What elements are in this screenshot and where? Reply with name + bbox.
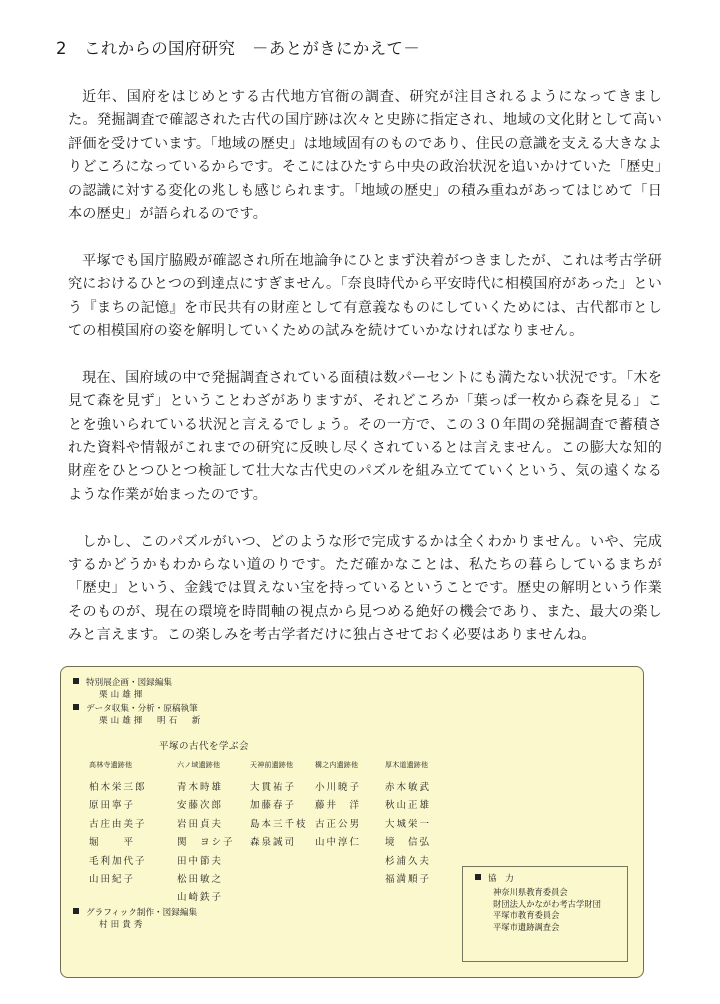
member-name: 島本三千枝: [250, 818, 308, 830]
member-name: 柏木栄三郎: [89, 782, 147, 793]
column-site: 天神前遺跡他: [250, 761, 294, 769]
member-name: 福満順子: [385, 874, 432, 886]
square-bullet-icon: [73, 678, 79, 684]
column-site: 厚木道遺跡他: [385, 761, 429, 769]
member-name: 松田敏之: [177, 874, 224, 886]
paragraph: しかし、このパズルがいつ、どのような形で完成するかは全くわかりません。いや、完成するかどうかもわからない道のりです。ただ確かなことは、私たちの暮らしているまちが「歴史」という、金銭では買えない宝を持っているということです。歴史の解明という作業そのものが、現在の環境を時間軸の視点から見つめる絶好の機会であり、また、最大の楽しみと言えます。この楽しみを考古学者だけに独占させておく必要はありませんね。: [68, 533, 662, 644]
member-name: 境 信弘: [385, 837, 432, 849]
column-site: 構之内遺跡他: [315, 761, 359, 769]
credit-planning: [73, 678, 172, 701]
credit-names: 栗山雄揮: [99, 689, 146, 700]
cooperation-title: 協 力: [488, 874, 514, 884]
paragraph: 近年、国府をはじめとする古代地方官衙の調査、研究が注目されるようになってきました。発掘調査で確認された古代の国庁跡は次々と史跡に指定され、地域の文化財として高い評価を受けています。「地域の歴史」は地域固有のものであり、住民の意識を支える大きなよりどころになっているからです。そこにはひたすら中央の政治状況を追いかけていた「歴史」の認識に対する変化の兆しも感じられます。「地域の歴史」の積み重ねがあってはじめて「日本の歴史」が語られるのです。: [68, 89, 662, 223]
member-name: 田中節夫: [177, 855, 224, 867]
member-name: 山中淳仁: [315, 837, 362, 849]
member-name: 毛利加代子: [89, 855, 147, 867]
member-name: 杉浦久夫: [385, 855, 432, 867]
member-column: [385, 760, 471, 889]
column-site: 高林寺遺跡他: [89, 761, 133, 769]
credit-data: [73, 704, 203, 727]
square-bullet-icon: [475, 874, 481, 880]
column-site: 六ノ域遺跡他: [177, 761, 221, 769]
member-name: 安藤次郎: [177, 800, 224, 812]
section-number: 2: [56, 39, 67, 58]
square-bullet-icon: [73, 704, 79, 710]
cooperation-box: [462, 866, 628, 962]
member-name: 山崎鉄子: [177, 892, 224, 904]
credit-role: データ収集・分析・原稿執筆: [86, 704, 198, 714]
member-name: 古庄由美子: [89, 818, 147, 830]
member-name: 大貫祐子: [250, 782, 297, 793]
cooperation-org: 財団法人かながわ考古学財団: [493, 898, 601, 909]
member-name: 加藤春子: [250, 800, 297, 812]
credit-graphics: [73, 908, 197, 931]
member-name: 大城栄一: [385, 818, 432, 830]
member-name: 青木時雄: [177, 782, 224, 793]
paragraph: 現在、国府域の中で発掘調査されている面積は数パーセントにも満たない状況です。「木を見て森を見ず」ということわざがありますが、それどころか「葉っぱ一枚から森を見る」ことを強いられている状況と言えるでしょう。その一方で、この３０年間の発掘調査で蓄積された資料や情報がこれまでの研究に反映し尽くされているとは言えません。この膨大な知的財産をひとつひとつ検証して壮大な古代史のパズルを組み立てていくという、気の遠くなるような作業が始まったのです。: [68, 369, 662, 503]
square-bullet-icon: [73, 908, 79, 914]
paragraph: 平塚でも国庁脇殿が確認され所在地論争にひとまず決着がつきましたが、これは考古学研究におけるひとつの到達点にすぎません。「奈良時代から平安時代に相模国府があった」という『まちの記憶』を市民共有の財産として有意義なものにしていくためには、古代都市としての相模国府の姿を解明していくための試みを続けていかなければなりません。: [68, 252, 662, 340]
member-name: 堀 平: [89, 837, 136, 849]
member-name: 岩田貞夫: [177, 818, 224, 830]
member-column: [89, 760, 175, 889]
credits-panel: [60, 666, 644, 978]
credit-role: グラフィック制作・図録編集: [86, 908, 198, 918]
member-name: 赤木敏武: [385, 782, 432, 793]
member-name: 森泉誠司: [250, 837, 297, 849]
member-name: 山田紀子: [89, 874, 136, 886]
member-name: 古正公男: [315, 818, 362, 830]
body-text: [68, 86, 662, 671]
cooperation-org: 神奈川県教育委員会: [493, 887, 568, 897]
member-name: 小川暁子: [315, 782, 362, 793]
section-title: これからの国府研究 －あとがきにかえて－: [84, 39, 420, 58]
credit-names: 村田貴秀: [99, 919, 146, 930]
member-name: 藤井 洋: [315, 800, 362, 812]
cooperation-org: 平塚市遺跡調査会: [493, 922, 560, 933]
group-title: 平塚の古代を学ぶ会: [159, 741, 250, 752]
section-heading: [56, 38, 676, 60]
member-name: 秋山正雄: [385, 800, 432, 812]
credit-names: 栗山雄揮 明石 新: [99, 715, 204, 726]
member-name: 関 ヨシ子: [177, 837, 235, 849]
credit-role: 特別展企画・図録編集: [86, 678, 172, 688]
cooperation-org: 平塚市教育委員会: [493, 910, 560, 921]
member-name: 原田寧子: [89, 800, 136, 812]
